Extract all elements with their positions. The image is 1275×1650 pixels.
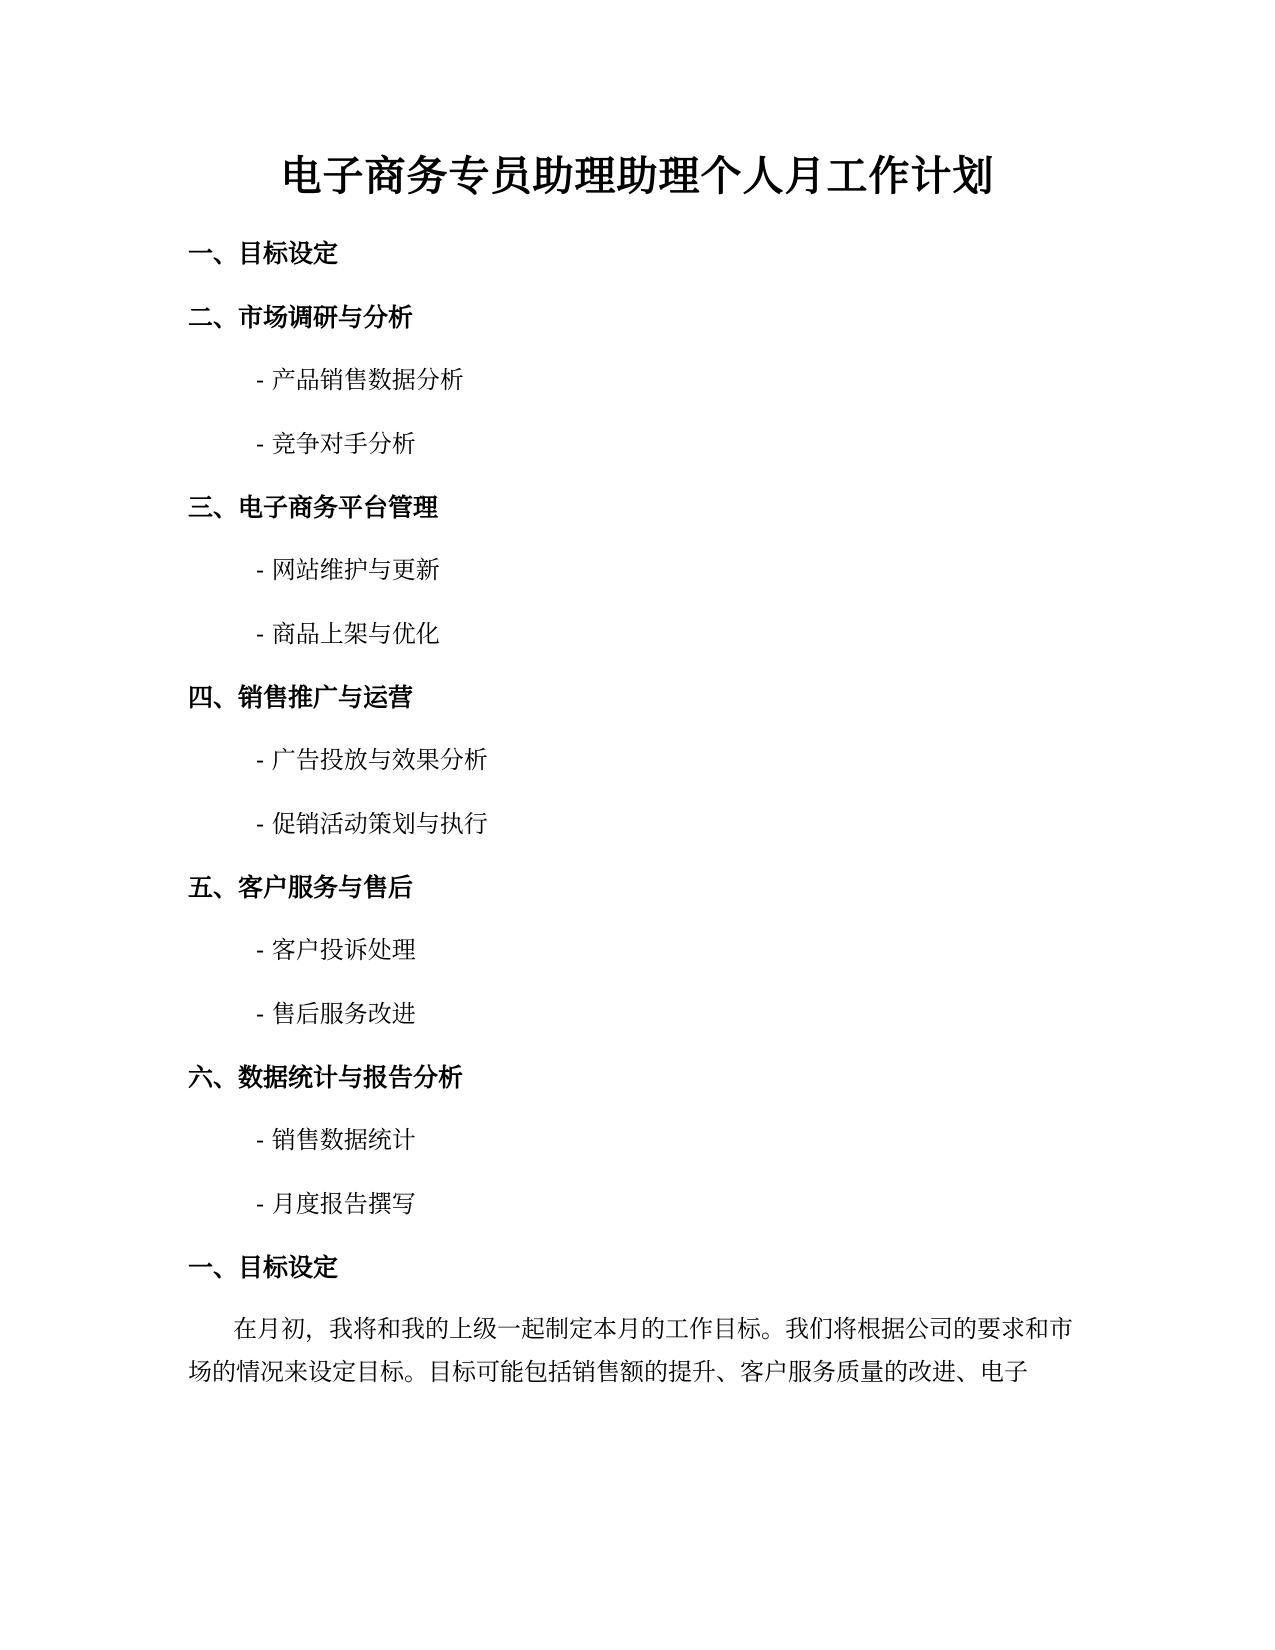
outline-item-complaint-handling: - 客户投诉处理 [256,936,416,964]
outline-item-product-listing: - 商品上架与优化 [256,620,440,648]
outline-heading-sales-promotion: 四、销售推广与运营 [188,683,414,712]
section-heading-goals: 一、目标设定 [188,1253,339,1282]
section-goals-paragraph: 在月初，我将和我的上级一起制定本月的工作目标。我们将根据公司的要求和市场的情况来设定目标。目标可能包括销售额的提升、客户服务质量的改进、电子 [188,1315,1073,1386]
outline-item-competitor-analysis: - 竞争对手分析 [256,430,416,458]
outline-item-promotion-planning: - 促销活动策划与执行 [256,810,488,838]
outline-item-after-sales: - 售后服务改进 [256,1000,416,1028]
outline-heading-goals: 一、目标设定 [188,239,339,268]
outline-heading-customer-service: 五、客户服务与售后 [188,873,414,902]
outline-item-sales-statistics: - 销售数据统计 [256,1126,416,1154]
outline-heading-platform-management: 三、电子商务平台管理 [188,493,439,522]
document-title: 电子商务专员助理助理个人月工作计划 [280,152,995,200]
outline-item-website-maintenance: - 网站维护与更新 [256,556,440,584]
outline-item-advertising: - 广告投放与效果分析 [256,746,488,774]
outline-item-sales-data-analysis: - 产品销售数据分析 [256,366,464,394]
outline-heading-market-research: 二、市场调研与分析 [188,303,414,332]
outline-heading-data-reporting: 六、数据统计与报告分析 [188,1063,464,1092]
outline-item-monthly-report: - 月度报告撰写 [256,1190,416,1218]
